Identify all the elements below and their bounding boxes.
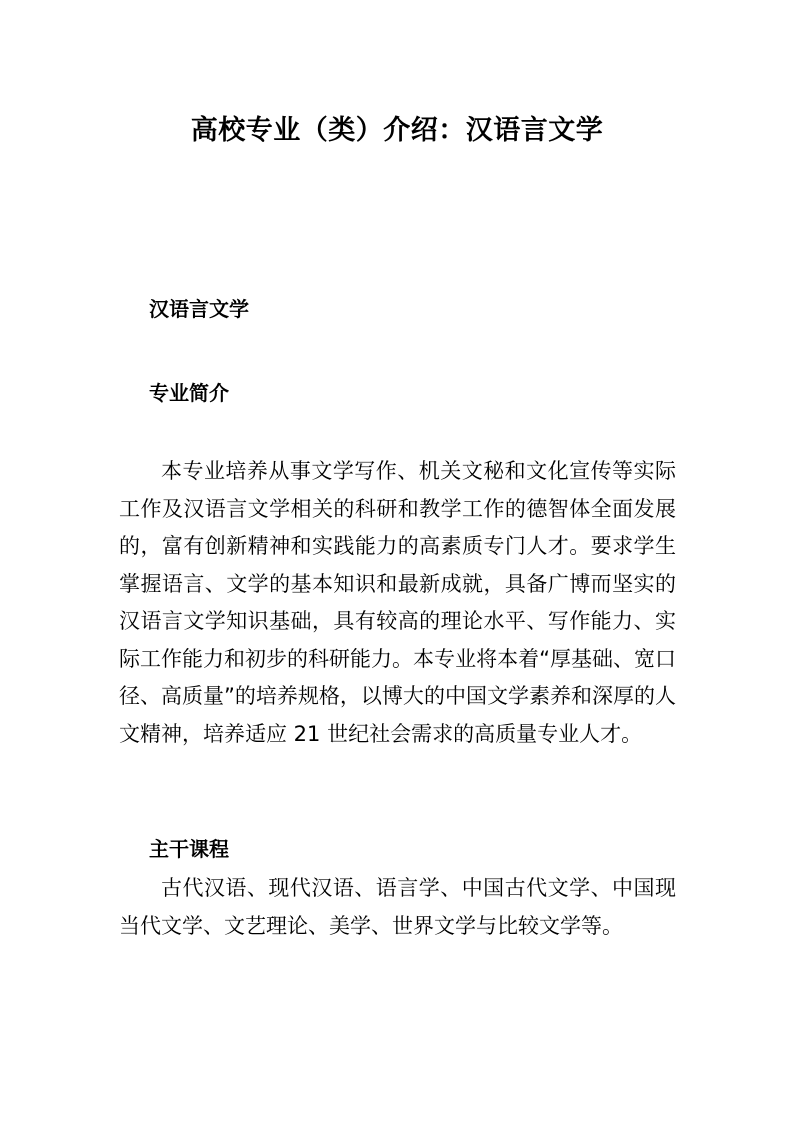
intro-heading: 专业简介 (149, 381, 229, 405)
courses-paragraph: 古代汉语、现代汉语、语言学、中国古代文学、中国现当代文学、文艺理论、美学、世界文学与比较文学等。 (119, 876, 676, 938)
courses-heading: 主干课程 (149, 837, 229, 861)
document-title: 高校专业（类）介绍：汉语言文学 (190, 115, 604, 146)
intro-paragraph: 本专业培养从事文学写作、机关文秘和文化宣传等实际工作及汉语言文学相关的科研和教学工作的德智体全面发展的，富有创新精神和实践能力的高素质专门人才。要求学生掌握语言、文学的基本知识和最新成就，具备广博而坚实的汉语言文学知识基础，具有较高的理论水平、写作能力、实际工作能力和初步的科研能力。本专业将本着“厚基础、宽口径、高质量”的培养规格，以博大的中国文学素养和深厚的人文精神，培养适应 21 世纪社会需求的高质量专业人才。 (119, 459, 676, 746)
major-name-heading: 汉语言文学 (149, 297, 249, 321)
